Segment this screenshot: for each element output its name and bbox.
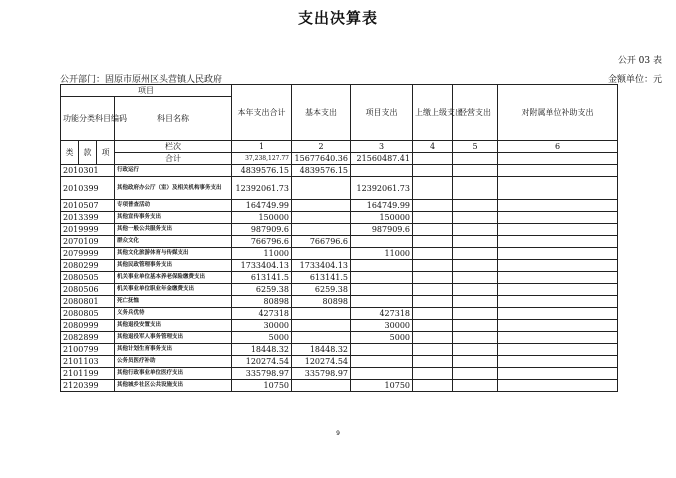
total-label: 合计 [115,153,232,165]
row-business-expenditure [453,320,498,332]
row-subject-name: 机关事业单位职业年金缴费支出 [115,284,232,296]
row-upper-payment [413,260,453,272]
row-subject-name: 死亡抚恤 [115,296,232,308]
department-label: 公开部门：固原市原州区头营镇人民政府 [60,75,223,85]
row-upper-payment [413,368,453,380]
row-project-expenditure [351,296,413,308]
table-row [61,356,618,368]
row-subsidy [498,308,618,320]
row-basic-expenditure: 80898 [292,296,351,308]
row-project-expenditure: 427318 [351,308,413,320]
row-code: 2101103 [61,356,115,368]
table-row [61,284,618,296]
row-business-expenditure [453,356,498,368]
row-business-expenditure [453,296,498,308]
row-business-expenditure [453,368,498,380]
row-project-expenditure: 30000 [351,320,413,332]
row-subsidy [498,368,618,380]
row-code: 2080505 [61,272,115,284]
row-upper-payment [413,380,453,392]
row-upper-payment [413,308,453,320]
row-subsidy [498,320,618,332]
table-row [61,248,618,260]
row-total-expenditure: 335798.97 [232,368,292,380]
row-upper-payment [413,224,453,236]
row-code: 2010301 [61,165,115,177]
unit-label: 金额单位：元 [607,75,662,85]
row-project-expenditure [351,165,413,177]
row-basic-expenditure: 6259.38 [292,284,351,296]
row-subject-name: 其他民政管理事务支出 [115,260,232,272]
row-basic-expenditure [292,200,351,212]
row-upper-payment [413,236,453,248]
row-basic-expenditure: 335798.97 [292,368,351,380]
row-business-expenditure [453,200,498,212]
row-subject-name: 公务员医疗补助 [115,356,232,368]
row-subject-name: 其他退役安置支出 [115,320,232,332]
row-subsidy [498,344,618,356]
row-subject-name: 其他政府办公厅（室）及相关机构事务支出 [115,177,232,200]
row-subsidy [498,380,618,392]
row-upper-payment [413,320,453,332]
row-subject-name: 其他宣传事务支出 [115,212,232,224]
row-total-expenditure: 164749.99 [232,200,292,212]
header-item: 项目 [61,85,232,97]
row-total-expenditure: 150000 [232,212,292,224]
header-upper-payment: 上缴上级支出 [413,85,453,141]
table-row [61,380,618,392]
total-upper-value [413,153,453,165]
row-upper-payment [413,344,453,356]
row-code: 2019999 [61,224,115,236]
row-total-expenditure: 4839576.15 [232,165,292,177]
row-code: 2101199 [61,368,115,380]
row-subject-name: 其他退役军人事务管理支出 [115,332,232,344]
row-basic-expenditure [292,308,351,320]
header-subsidy: 对附属单位补助支出 [498,85,618,141]
row-upper-payment [413,356,453,368]
row-total-expenditure: 80898 [232,296,292,308]
row-project-expenditure [351,236,413,248]
row-code: 2010507 [61,200,115,212]
table-row [61,165,618,177]
row-basic-expenditure [292,320,351,332]
row-basic-expenditure [292,332,351,344]
row-basic-expenditure [292,224,351,236]
table-row [61,296,618,308]
row-project-expenditure [351,356,413,368]
row-subject-name: 专项普查活动 [115,200,232,212]
row-project-expenditure: 987909.6 [351,224,413,236]
row-code: 2079999 [61,248,115,260]
table-row [61,236,618,248]
header-kuan: 款 [79,141,97,165]
row-subsidy [498,356,618,368]
row-code: 2013399 [61,212,115,224]
row-business-expenditure [453,224,498,236]
form-number: 公开 03 表 [617,56,662,66]
row-basic-expenditure: 4839576.15 [292,165,351,177]
column-number-4: 4 [413,141,453,153]
row-subject-name: 其他文化旅游体育与传媒支出 [115,248,232,260]
page-number: 9 [336,430,340,437]
row-basic-expenditure [292,212,351,224]
row-upper-payment [413,177,453,200]
column-number-6: 6 [498,141,618,153]
column-number-1: 1 [232,141,292,153]
table-row [61,272,618,284]
row-subsidy [498,260,618,272]
row-total-expenditure: 766796.6 [232,236,292,248]
row-business-expenditure [453,165,498,177]
row-project-expenditure: 5000 [351,332,413,344]
table-row [61,332,618,344]
row-business-expenditure [453,308,498,320]
row-project-expenditure: 164749.99 [351,200,413,212]
row-upper-payment [413,165,453,177]
row-upper-payment [413,296,453,308]
row-subsidy [498,236,618,248]
row-total-expenditure: 6259.38 [232,284,292,296]
header-lei: 类 [61,141,79,165]
header-business-expenditure: 经营支出 [453,85,498,141]
table-row [61,212,618,224]
row-code: 2080805 [61,308,115,320]
row-total-expenditure: 12392061.73 [232,177,292,200]
row-business-expenditure [453,344,498,356]
column-number-5: 5 [453,141,498,153]
row-business-expenditure [453,380,498,392]
table-row [61,320,618,332]
row-subsidy [498,177,618,200]
page-title: 支出决算表 [297,9,378,27]
row-project-expenditure: 10750 [351,380,413,392]
row-subsidy [498,272,618,284]
row-subsidy [498,284,618,296]
header-project-expenditure: 项目支出 [351,85,413,141]
header-function-code: 功能分类科目编码 [61,97,115,141]
row-basic-expenditure [292,177,351,200]
header-total-expenditure: 本年支出合计 [232,85,292,141]
row-total-expenditure: 18448.32 [232,344,292,356]
row-code: 2120399 [61,380,115,392]
row-total-expenditure: 427318 [232,308,292,320]
row-subsidy [498,296,618,308]
row-basic-expenditure: 766796.6 [292,236,351,248]
row-business-expenditure [453,177,498,200]
row-business-expenditure [453,284,498,296]
row-total-expenditure: 11000 [232,248,292,260]
row-subject-name: 其他行政事业单位医疗支出 [115,368,232,380]
row-basic-expenditure [292,380,351,392]
row-project-expenditure [351,260,413,272]
row-project-expenditure [351,272,413,284]
header-basic-expenditure: 基本支出 [292,85,351,141]
row-project-expenditure: 150000 [351,212,413,224]
header-column-label: 栏次 [115,141,232,153]
row-basic-expenditure: 613141.5 [292,272,351,284]
column-number-2: 2 [292,141,351,153]
row-business-expenditure [453,272,498,284]
table-row [61,224,618,236]
row-code: 2080999 [61,320,115,332]
row-project-expenditure: 12392061.73 [351,177,413,200]
row-total-expenditure: 10750 [232,380,292,392]
row-code: 2010399 [61,177,115,200]
row-code: 2100799 [61,344,115,356]
row-basic-expenditure: 1733404.13 [292,260,351,272]
row-subsidy [498,248,618,260]
row-total-expenditure: 613141.5 [232,272,292,284]
row-basic-expenditure [292,248,351,260]
column-number-3: 3 [351,141,413,153]
row-code: 2080801 [61,296,115,308]
row-total-expenditure: 30000 [232,320,292,332]
row-total-expenditure: 120274.54 [232,356,292,368]
row-subsidy [498,332,618,344]
row-subject-name: 其他城乡社区公共设施支出 [115,380,232,392]
total-subsidy-value [498,153,618,165]
table-row [61,344,618,356]
row-upper-payment [413,212,453,224]
row-subsidy [498,165,618,177]
row-project-expenditure [351,284,413,296]
row-basic-expenditure: 18448.32 [292,344,351,356]
row-business-expenditure [453,236,498,248]
row-business-expenditure [453,248,498,260]
row-subsidy [498,212,618,224]
row-subsidy [498,224,618,236]
row-total-expenditure: 1733404.13 [232,260,292,272]
row-total-expenditure: 5000 [232,332,292,344]
row-project-expenditure: 11000 [351,248,413,260]
header-subject-name: 科目名称 [115,97,232,141]
row-project-expenditure [351,368,413,380]
header-xiang: 项 [97,141,115,165]
row-subject-name: 行政运行 [115,165,232,177]
row-code: 2080506 [61,284,115,296]
row-subject-name: 其他一般公共服务支出 [115,224,232,236]
table-row [61,200,618,212]
total-basic-value: 15677640.36 [292,153,351,165]
row-code: 2070109 [61,236,115,248]
row-subject-name: 义务兵优待 [115,308,232,320]
row-basic-expenditure: 120274.54 [292,356,351,368]
total-expenditure-value: 37,238,127.77 [232,153,292,165]
row-total-expenditure: 987909.6 [232,224,292,236]
table-row [61,260,618,272]
row-upper-payment [413,200,453,212]
row-code: 2082899 [61,332,115,344]
row-upper-payment [413,284,453,296]
table-row [61,177,618,200]
table-row [61,368,618,380]
row-business-expenditure [453,332,498,344]
row-subsidy [498,200,618,212]
row-upper-payment [413,272,453,284]
row-upper-payment [413,248,453,260]
row-business-expenditure [453,260,498,272]
table-row [61,308,618,320]
row-subject-name: 机关事业单位基本养老保险缴费支出 [115,272,232,284]
expenditure-table [60,84,618,392]
row-subject-name: 群众文化 [115,236,232,248]
row-code: 2080299 [61,260,115,272]
row-upper-payment [413,332,453,344]
total-business-value [453,153,498,165]
row-project-expenditure [351,344,413,356]
row-business-expenditure [453,212,498,224]
row-subject-name: 其他计划生育事务支出 [115,344,232,356]
total-project-value: 21560487.41 [351,153,413,165]
